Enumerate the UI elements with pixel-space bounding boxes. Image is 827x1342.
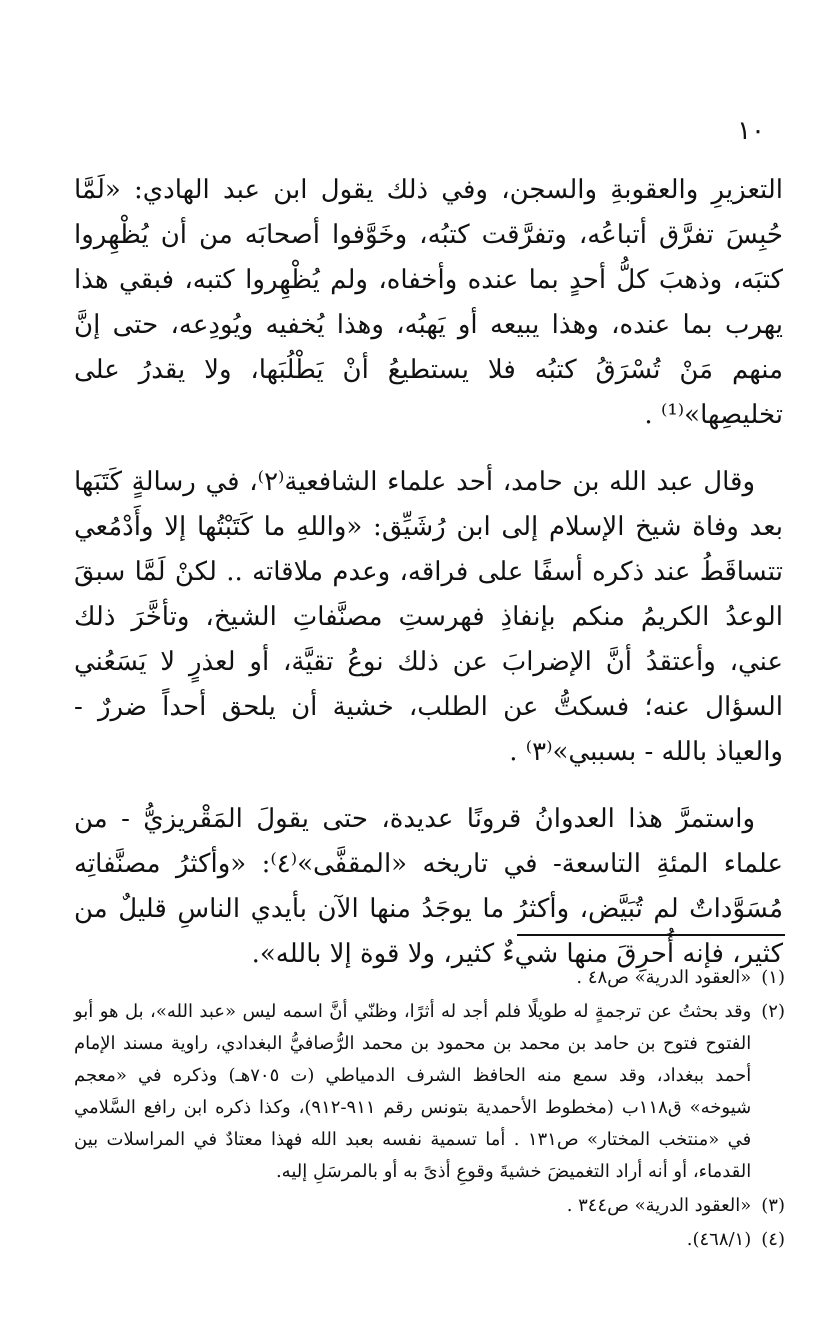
paragraph-2: وقال عبد الله بن حامد، أحد علماء الشافعية⁽٢⁾، في رسالةٍ كَتَبَها بعد وفاة شيخ الإسلام إلى ابن رُشَيِّق: «واللهِ ما كَتَبْتُها إلا وأَدْمُعي تتساقَطُ عند ذكره أسفًا على فراقه، وعدم ملاقاته .. لكنْ لَمَّا سبقَ الوعدُ الكريمُ منكم بإنفاذِ فهرستِ مصنَّفاتِ الشيخ، وتأخَّرَ ذلك عني، وأعتقدُ أنَّ الإضرابَ عن ذلك نوعُ تقيَّة، أو لعذرٍ لا يَسَعُني السؤال عنه؛ فسكتُّ عن الطلب، خشية أن يلحق أحداً ضررٌ - والعياذ بالله - بسببي»⁽٣⁾ .	[74, 467, 783, 767]
footnote-text: وقد بحثتُ عن ترجمةٍ له طويلًا فلم أجد له أثرًا، وظنّي أنَّ اسمه ليس «عبد الله»، بل هو أبو الفتوح فتوح بن حامد بن محمد بن محمود بن محمد الرُّصافيُّ البغدادي، راوية مسند الإمام أحمد ببغداد، وقد سمع منه الحافظ الشرف الدمياطي (ت ٧٠٥هـ) وذكره في «معجم شيوخه» ق١١٨ب (مخطوط الأحمدية بتونس رقم ٩١١-٩١٢)، وكذا ذكره ابن رافع السَّلامي في «منتخب المختار» ص١٣١ . أما تسمية نفسه بعبد الله فهذا معتادٌ في المراسلات بين القدماء، أو أنه أراد التغميضَ خشيةَ وقوعِ أذىً به أو بالمرسَلِ إليه.	[74, 1001, 752, 1182]
footnote-number: (٢)	[761, 1001, 785, 1022]
footnote-text: «العقود الدرية» ص٣٤٤ .	[566, 1195, 752, 1216]
footnote-number: (٣)	[761, 1195, 785, 1216]
footnote-number: (١)	[761, 967, 785, 988]
footnote-separator	[517, 934, 785, 936]
footnote-1	[74, 962, 785, 994]
footnotes	[74, 962, 785, 1258]
main-text	[74, 168, 783, 999]
paragraph-1: التعزيرِ والعقوبةِ والسجن، وفي ذلك يقول ابن عبد الهادي: «لَمَّا حُبِسَ تفرَّق أتباعُه، وتفرَّقت كتبُه، وخَوَّفوا أصحابَه من أن يُظْهِروا كتبَه، وذهبَ كلُّ أحدٍ بما عنده وأخفاه، ولم يُظْهِروا كتبه، فبقي هذا يهرب بما عنده، وهذا يبيعه أو يَهبُه، وهذا يُخفيه ويُودِعه، حتى إنَّ منهم مَنْ تُسْرَقُ كتبُه فلا يستطيعُ أنْ يَطْلُبَها، ولا يقدرُ على تخليصِها»⁽¹⁾ .	[74, 175, 783, 430]
footnote-4	[74, 1224, 785, 1256]
footnote-3	[74, 1190, 785, 1222]
paragraph-3: واستمرَّ هذا العدوانُ قرونًا عديدة، حتى يقولَ المَقْريزيُّ - من علماء المئةِ التاسعة- في تاريخه «المقفَّى»⁽٤⁾: «وأكثرُ مصنَّفاتِه مُسَوَّداتٌ لم تُبَيَّض، وأكثرُ ما يوجَدُ منها الآن بأيدي الناسِ قليلٌ من كثير، فإنه أُحرِقَ منها شيءٌ كثير، ولا قوة إلا بالله».	[74, 804, 783, 969]
footnote-number: (٤)	[761, 1229, 785, 1250]
footnote-2	[74, 996, 785, 1188]
page-number: ١٠	[737, 116, 765, 146]
footnote-text: (٤٦٨/١).	[686, 1229, 752, 1250]
footnote-text: «العقود الدرية» ص٤٨ .	[576, 967, 752, 988]
